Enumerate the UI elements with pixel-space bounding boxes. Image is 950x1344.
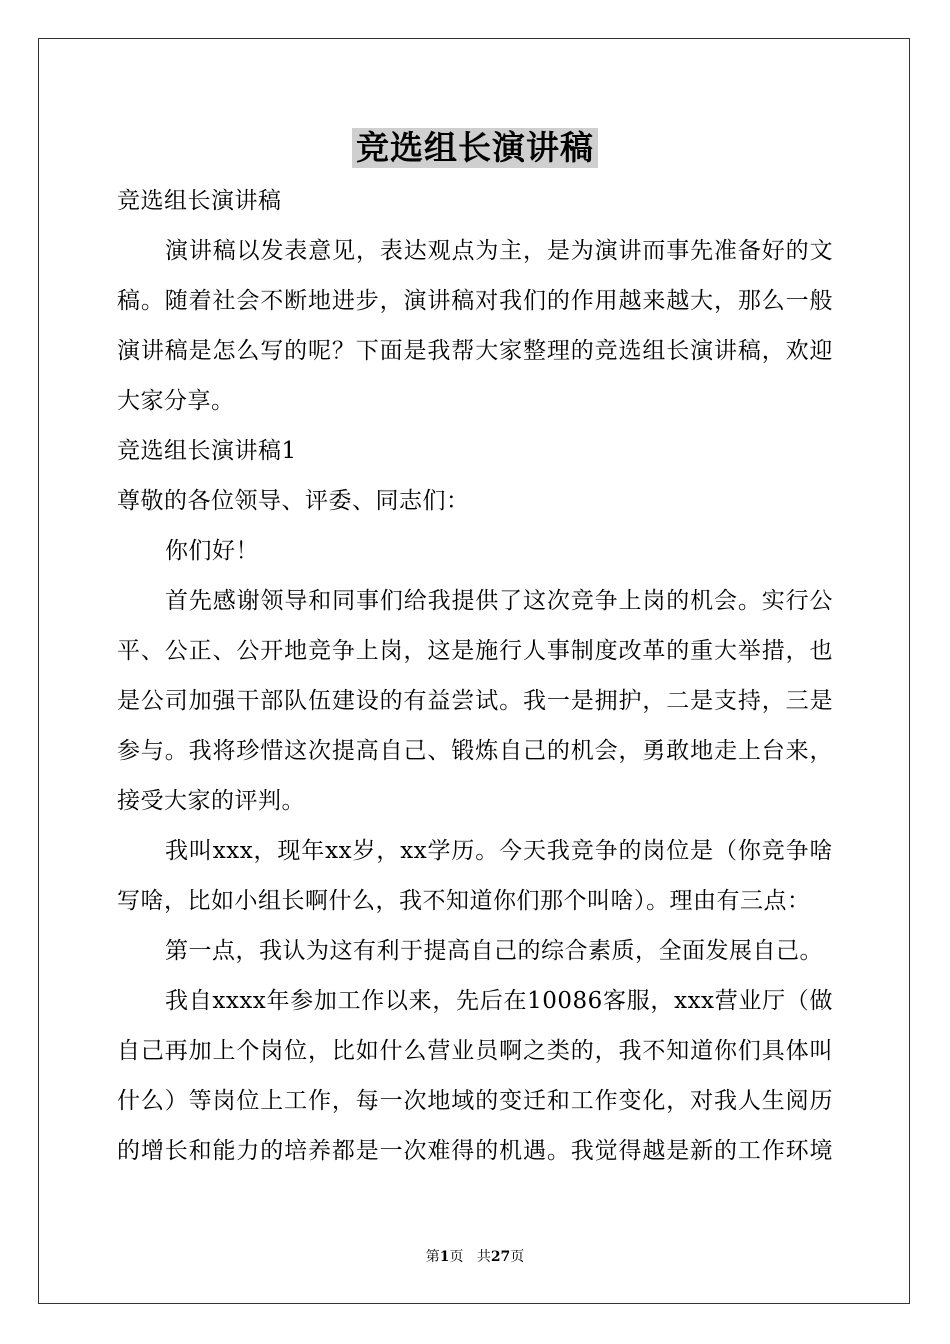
footer-page-number: 1 bbox=[439, 1249, 450, 1265]
paragraph-work-history: 我自xxxx年参加工作以来，先后在10086客服，xxx营业厅（做自己再加上个岗位，比如什么营业员啊之类的，我不知道你们具体叫什么）等岗位上工作，每一次地域的变迁和工作变化，对我人生阅历的增长和能力的培养都是一次难得的机遇。我觉得越是新的工作环境 bbox=[117, 988, 833, 1164]
paragraph-self-intro: 我叫xxx，现年xx岁，xx学历。今天我竞争的岗位是（你竞争啥写啥，比如小组长啊什么，我不知道你们那个叫啥）。理由有三点： bbox=[117, 838, 833, 914]
paragraph-intro: 演讲稿以发表意见，表达观点为主，是为演讲而事先准备好的文稿。随着社会不断地进步，演讲稿对我们的作用越来越大，那么一般演讲稿是怎么写的呢？下面是我帮大家整理的竞选组长演讲稿，欢迎大家分享。 bbox=[117, 238, 833, 414]
footer-total-pages: 27 bbox=[490, 1249, 511, 1265]
footer-total-prefix: 共 bbox=[476, 1249, 491, 1265]
paragraph-point-one: 第一点，我认为这有利于提高自己的综合素质，全面发展自己。 bbox=[165, 938, 823, 964]
paragraph-thanks: 首先感谢领导和同事们给我提供了这次竞争上岗的机会。实行公平、公正、公开地竞争上岗，这是施行人事制度改革的重大举措，也是公司加强干部队伍建设的有益尝试。我一是拥护，二是支持，三是参与。我将珍惜这次提高自己、锻炼自己的机会，勇敢地走上台来，接受大家的评判。 bbox=[117, 588, 833, 814]
document-title: 竞选组长演讲稿 bbox=[352, 128, 598, 168]
paragraph-greeting: 你们好！ bbox=[165, 538, 259, 564]
paragraph-subtitle: 竞选组长演讲稿 bbox=[117, 188, 282, 214]
title-container bbox=[0, 128, 950, 168]
footer-page-prefix: 第 bbox=[425, 1249, 440, 1265]
paragraph-section-heading: 竞选组长演讲稿1 bbox=[117, 438, 297, 464]
page-footer bbox=[0, 1248, 950, 1266]
document-body bbox=[117, 176, 833, 1176]
footer-page-suffix: 页 bbox=[449, 1249, 464, 1265]
paragraph-salutation: 尊敬的各位领导、评委、同志们： bbox=[117, 488, 470, 514]
footer-total-suffix: 页 bbox=[510, 1249, 525, 1265]
